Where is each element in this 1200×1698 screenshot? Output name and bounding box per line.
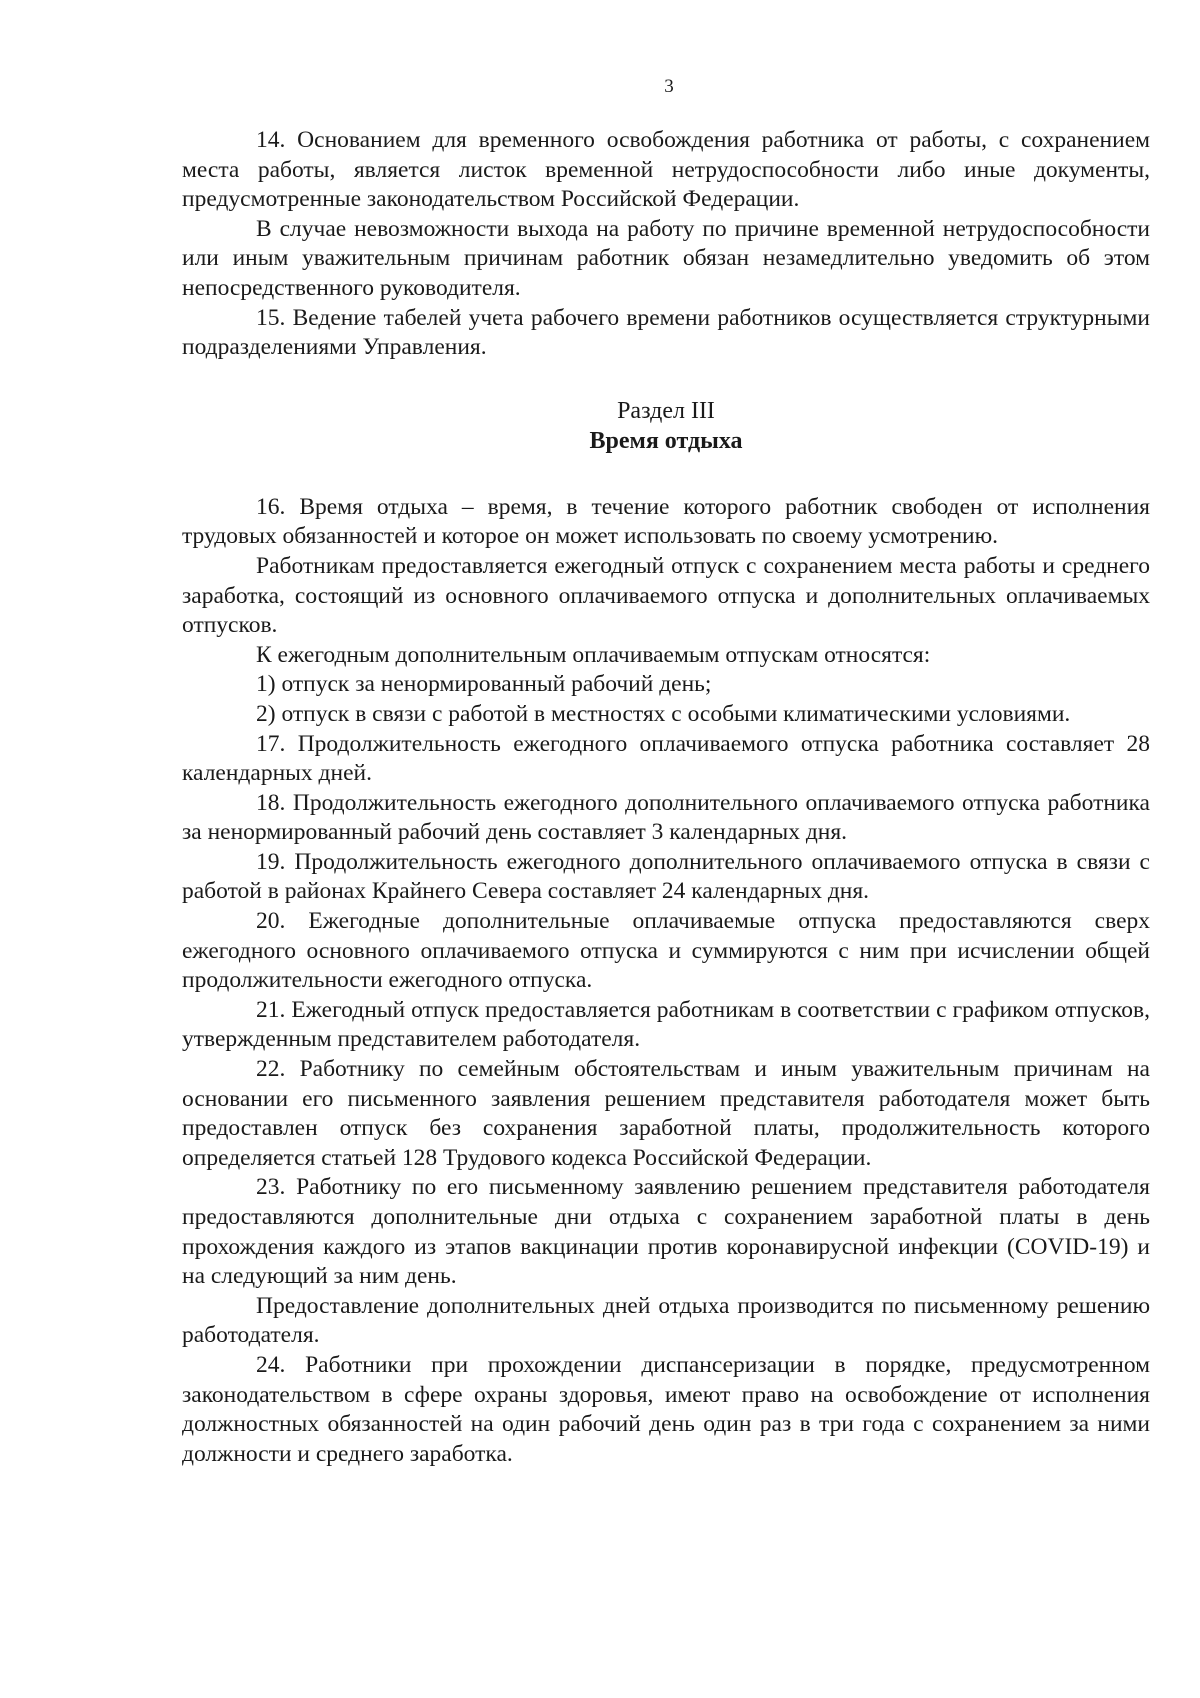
- paragraph-14-continuation: В случае невозможности выхода на работу по причине временной нетрудоспособности или иным уважительным причинам работник обязан незамедлительно уведомить об этом непосредственного руководителя.: [182, 215, 1150, 301]
- paragraph-22: 22. Работнику по семейным обстоятельствам и иным уважительным причинам на основании его письменного заявления решением представителя работодателя может быть предоставлен отпуск без сохранения заработной платы, продолжительность которого определяется статьей 128 Трудового кодекса Российской Федерации.: [182, 1056, 1150, 1171]
- paragraph-16-additional-leave-intro: К ежегодным дополнительным оплачиваемым отпускам относятся:: [256, 641, 931, 668]
- document-body: [182, 126, 1150, 1469]
- page-number: 3: [664, 76, 674, 97]
- section-label: Раздел III: [617, 397, 715, 424]
- list-item-1: 1) отпуск за ненормированный рабочий день;: [256, 671, 712, 698]
- section-heading: [182, 396, 1150, 456]
- paragraph-15: 15. Ведение табелей учета рабочего времени работников осуществляется структурными подразделениями Управления.: [182, 304, 1150, 361]
- paragraph-16-annual-leave: Работникам предоставляется ежегодный отпуск с сохранением места работы и среднего заработка, состоящий из основного оплачиваемого отпуска и дополнительных оплачиваемых отпусков.: [182, 552, 1150, 639]
- paragraph-16: 16. Время отдыха – время, в течение которого работник свободен от исполнения трудовых обязанностей и которое он может использовать по своему усмотрению.: [182, 493, 1150, 550]
- paragraph-20: 20. Ежегодные дополнительные оплачиваемые отпуска предоставляются сверх ежегодного основного оплачиваемого отпуска и суммируются с ним при исчислении общей продолжительности ежегодного отпуска.: [182, 908, 1150, 994]
- paragraph-24: 24. Работники при прохождении диспансеризации в порядке, предусмотренном законодательством в сфере охраны здоровья, имеют право на освобождение от исполнения должностных обязанностей на один рабочий день один раз в три года с сохранением за ними должности и среднего заработка.: [182, 1351, 1150, 1467]
- paragraph-14: 14. Основанием для временного освобождения работника от работы, с сохранением места работы, является листок временной нетрудоспособности либо иные документы, предусмотренные законодательством Российской Федерации.: [182, 127, 1150, 213]
- paragraph-17: 17. Продолжительность ежегодного оплачиваемого отпуска работника составляет 28 календарных дней.: [182, 730, 1150, 787]
- section-title: Время отдыха: [589, 427, 743, 454]
- paragraph-21: 21. Ежегодный отпуск предоставляется работникам в соответствии с графиком отпусков, утвержденным представителем работодателя.: [182, 996, 1150, 1053]
- paragraph-19: 19. Продолжительность ежегодного дополнительного оплачиваемого отпуска в связи с работой в районах Крайнего Севера составляет 24 календарных дня.: [182, 848, 1150, 905]
- paragraph-23-continuation: Предоставление дополнительных дней отдыха производится по письменному решению работодателя.: [182, 1292, 1150, 1349]
- list-item-2: 2) отпуск в связи с работой в местностях с особыми климатическими условиями.: [256, 700, 1071, 727]
- paragraph-18: 18. Продолжительность ежегодного дополнительного оплачиваемого отпуска работника за ненормированный рабочий день составляет 3 календарных дня.: [182, 789, 1150, 846]
- paragraph-23: 23. Работнику по его письменному заявлению решением представителя работодателя предоставляются дополнительные дни отдыха с сохранением заработной платы в день прохождения каждого из этапов вакцинации против коронавирусной инфекции (COVID-19) и на следующий за ним день.: [182, 1174, 1150, 1290]
